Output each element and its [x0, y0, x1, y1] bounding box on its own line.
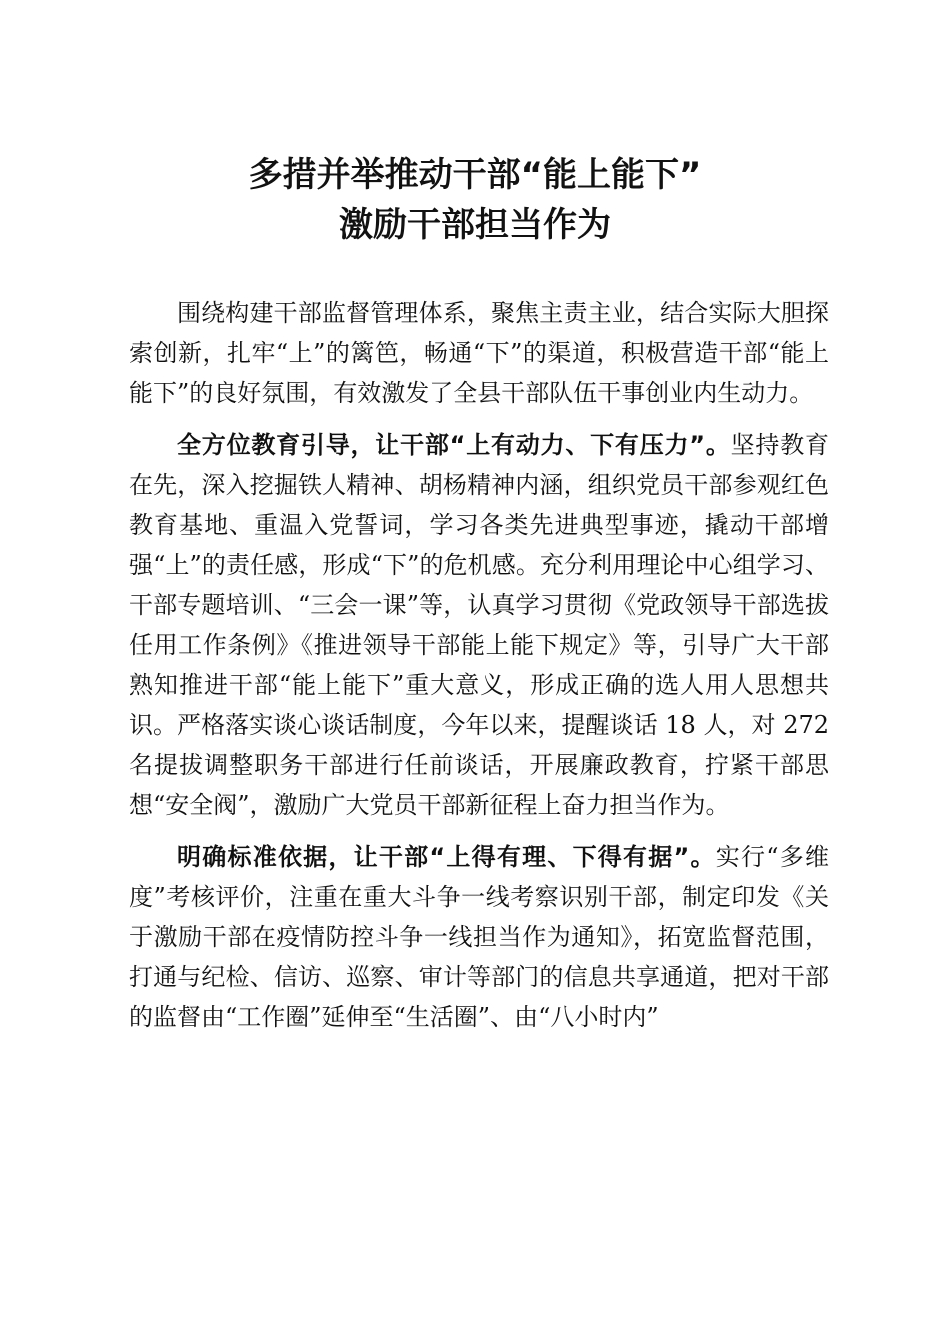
paragraph-intro	[129, 293, 829, 413]
paragraph-standards	[129, 837, 829, 1037]
paragraph-text: 实行“多维度”考核评价，注重在重大斗争一线考察识别干部，制定印发《关于激励干部在疫情防控斗争一线担当作为通知》，拓宽监督范围，打通与纪检、信访、巡察、审计等部门的信息共享通道，把对干部的监督由“工作圈”延伸至“生活圈”、由“八小时内”	[129, 843, 830, 1031]
paragraph-text: 围绕构建干部监督管理体系，聚焦主责主业，结合实际大胆探索创新，扎牢“上”的篱笆，畅通“下”的渠道，积极营造干部“能上能下”的良好氛围，有效激发了全县干部队伍干事创业内生动力。	[129, 299, 829, 407]
paragraph-lead: 全方位教育引导，让干部“上有动力、下有压力”。	[177, 431, 731, 459]
title-line-2: 激励干部担当作为	[339, 205, 611, 245]
title-line-1: 多措并举推动干部“能上能下”	[248, 155, 702, 195]
paragraph-education	[129, 425, 829, 825]
document-body	[129, 293, 829, 1049]
paragraph-text: 坚持教育在先，深入挖掘铁人精神、胡杨精神内涵，组织党员干部参观红色教育基地、重温入党誓词，学习各类先进典型事迹，撬动干部增强“上”的责任感，形成“下”的危机感。充分利用理论中心组学习、干部专题培训、“三会一课”等，认真学习贯彻《党政领导干部选拔任用工作条例》《推进领导干部能上能下规定》等，引导广大干部熟知推进干部“能上能下”重大意义，形成正确的选人用人思想共识。严格落实谈心谈话制度，今年以来，提醒谈话 18 人，对 272 名提拔调整职务干部进行任前谈话，开展廉政教育，拧紧干部思想“安全阀”，激励广大党员干部新征程上奋力担当作为。	[129, 431, 830, 819]
document-title	[120, 150, 830, 250]
paragraph-lead: 明确标准依据，让干部“上得有理、下得有据”。	[177, 843, 716, 871]
